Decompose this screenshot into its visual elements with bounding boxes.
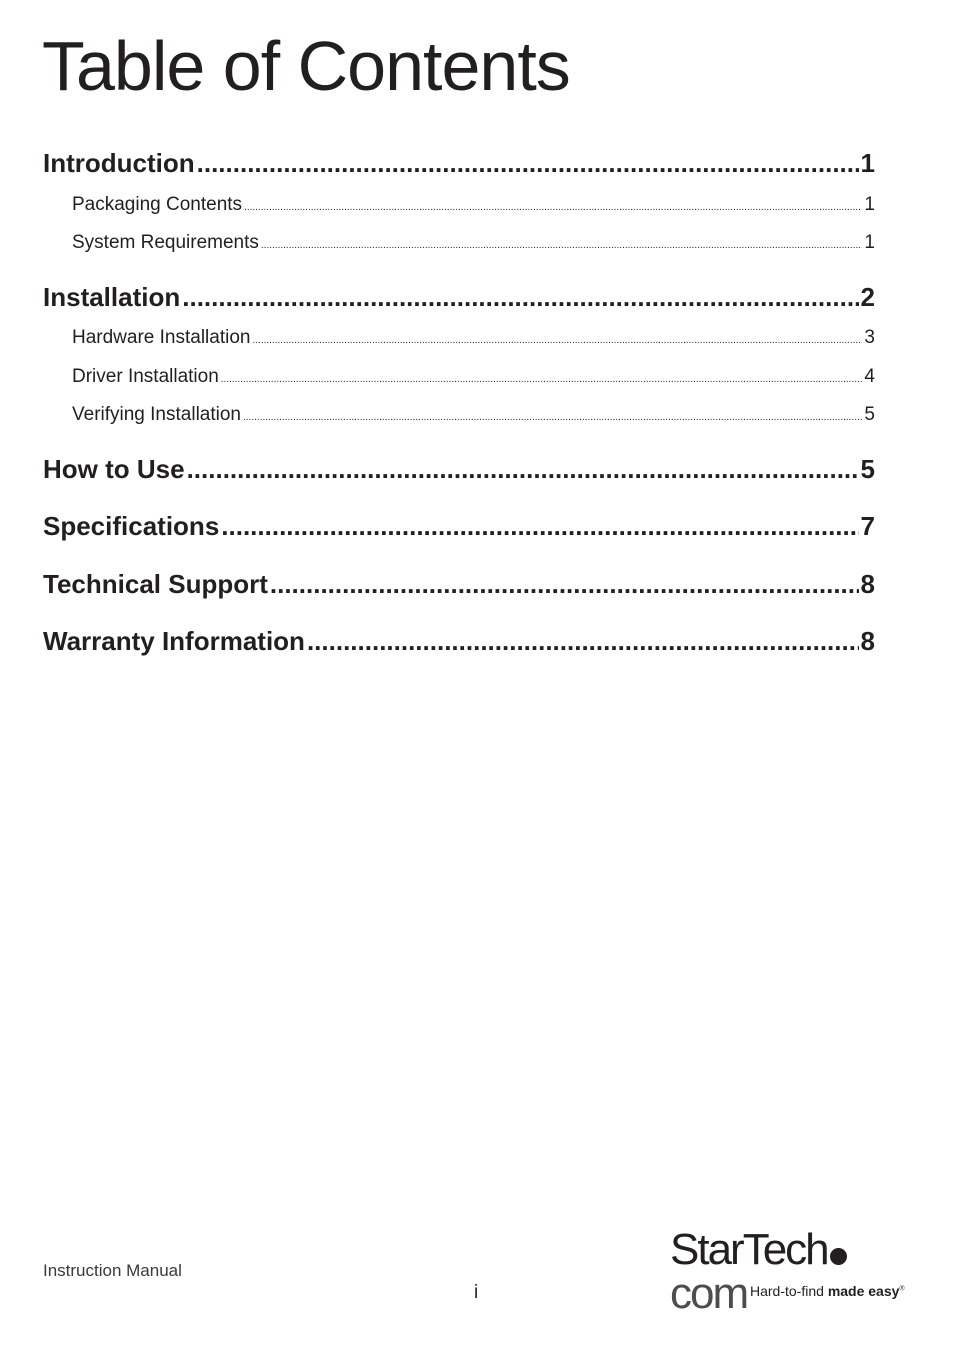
toc-page-number: 8 [860,569,875,599]
dot-leader [261,232,863,254]
toc-entry-system-requirements[interactable] [72,232,875,254]
dot-leader [197,148,859,179]
toc-entry-label: Packaging Contents [72,194,243,215]
toc-entry-introduction[interactable] [43,148,875,179]
dot-leader [244,194,862,216]
toc-entry-label: System Requirements [72,232,259,253]
toc-entry-specifications[interactable] [43,511,875,542]
toc-page-number: 1 [864,194,875,215]
registered-mark: ® [899,1285,905,1293]
toc-page-number: 8 [860,626,875,656]
toc-entry-label: Specifications [43,511,220,541]
dot-leader [182,282,858,313]
toc-entry-label: Hardware Installation [72,327,251,348]
toc-entry-verifying-installation[interactable] [72,404,875,426]
toc-entry-technical-support[interactable] [43,569,875,600]
dot-leader [187,454,859,485]
toc-entry-installation[interactable] [43,282,875,313]
dot-leader [252,327,862,349]
toc-page-number: 5 [864,404,875,425]
toc-page-number: 3 [864,327,875,348]
startech-logo [670,1225,915,1318]
toc-page-number: 1 [864,232,875,253]
toc-entry-hardware-installation[interactable] [72,327,875,349]
dot-leader [221,366,863,388]
toc-entry-label: Driver Installation [72,366,219,387]
dot-leader [307,626,859,657]
toc-page-number: 2 [860,282,875,312]
logo-tagline-bold: made easy [827,1283,900,1299]
toc-entry-warranty-information[interactable] [43,626,875,657]
toc-entry-label: Verifying Installation [72,404,241,425]
toc-entry-label: How to Use [43,454,185,484]
dot-leader [243,404,862,426]
logo-tagline [750,1283,905,1299]
page-title: Table of Contents [42,27,570,105]
dot-leader [270,569,859,600]
logo-tagline-plain: Hard-to-find [750,1283,828,1299]
toc-entry-label: Introduction [43,148,195,178]
logo-brand-start: StarTech [670,1225,828,1274]
logo-dot-icon [830,1248,847,1265]
logo-brand-end: com [670,1269,748,1318]
toc-page-number: 5 [860,454,875,484]
toc-entry-packaging-contents[interactable] [72,194,875,216]
toc-page-number: 7 [860,511,875,541]
toc-page-number: 4 [864,366,875,387]
toc-entry-how-to-use[interactable] [43,454,875,485]
toc-entry-label: Warranty Information [43,626,305,656]
toc-entry-label: Installation [43,282,181,312]
footer-document-type: Instruction Manual [43,1261,182,1280]
logo-wordmark [670,1225,915,1318]
toc-entry-driver-installation[interactable] [72,366,875,388]
toc-page-number: 1 [860,148,875,178]
footer-page-number: i [474,1282,479,1303]
dot-leader [221,511,858,542]
toc-entry-label: Technical Support [43,569,268,599]
